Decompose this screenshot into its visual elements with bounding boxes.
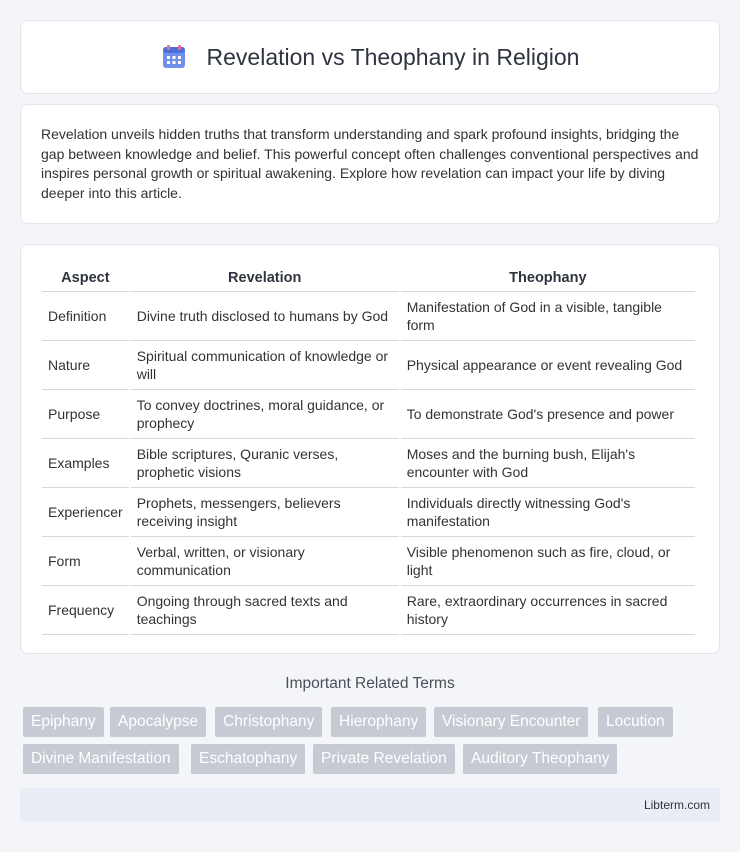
intro-text: Revelation unveils hidden truths that transform understanding and spark profound insights, bridging the gap between knowledge and belief. This powerful concept often challenges conventional perspectives and inspires personal growth or spiritual awakening. Explore how revelation can impact your life by diving deeper into this article. <box>41 126 699 201</box>
theophany-cell: Manifestation of God in a visible, tangible form <box>401 292 695 341</box>
table-row <box>42 586 695 635</box>
tag-visionary-encounter[interactable]: Visionary Encounter <box>434 707 588 737</box>
comparison-table <box>40 265 697 635</box>
theophany-cell: Individuals directly witnessing God's manifestation <box>401 488 695 537</box>
calendar-grid-icon <box>161 44 187 70</box>
aspect-cell: Nature <box>42 341 129 390</box>
revelation-cell: Verbal, written, or visionary communication <box>131 537 399 586</box>
header-theophany: Theophany <box>401 265 695 292</box>
comparison-table-card <box>20 244 720 654</box>
header-aspect: Aspect <box>42 265 129 292</box>
tag-divine-manifestation[interactable]: Divine Manifestation <box>23 744 179 774</box>
theophany-cell: Moses and the burning bush, Elijah's encounter with God <box>401 439 695 488</box>
revelation-cell: Spiritual communication of knowledge or will <box>131 341 399 390</box>
theophany-cell: Visible phenomenon such as fire, cloud, or light <box>401 537 695 586</box>
tag-auditory-theophany[interactable]: Auditory Theophany <box>463 744 617 774</box>
related-terms-title: Important Related Terms <box>285 675 455 692</box>
revelation-cell: To convey doctrines, moral guidance, or prophecy <box>131 390 399 439</box>
aspect-cell: Frequency <box>42 586 129 635</box>
aspect-cell: Purpose <box>42 390 129 439</box>
table-row <box>42 488 695 537</box>
theophany-cell: Physical appearance or event revealing God <box>401 341 695 390</box>
table-row <box>42 292 695 341</box>
table-row <box>42 537 695 586</box>
tag-hierophany[interactable]: Hierophany <box>331 707 426 737</box>
revelation-cell: Prophets, messengers, believers receiving insight <box>131 488 399 537</box>
table-row <box>42 341 695 390</box>
table-header-row <box>42 265 695 292</box>
tag-eschatophany[interactable]: Eschatophany <box>191 744 305 774</box>
tag-epiphany[interactable]: Epiphany <box>23 707 104 737</box>
tag-apocalypse[interactable]: Apocalypse <box>110 707 206 737</box>
header-revelation: Revelation <box>131 265 399 292</box>
theophany-cell: To demonstrate God's presence and power <box>401 390 695 439</box>
revelation-cell: Bible scriptures, Quranic verses, prophetic visions <box>131 439 399 488</box>
tag-christophany[interactable]: Christophany <box>215 707 322 737</box>
table-row <box>42 439 695 488</box>
footer-site-name[interactable]: Libterm.com <box>643 798 710 812</box>
table-row <box>42 390 695 439</box>
aspect-cell: Form <box>42 537 129 586</box>
revelation-cell: Divine truth disclosed to humans by God <box>131 292 399 341</box>
intro-card <box>20 104 720 224</box>
page-title: Revelation vs Theophany in Religion <box>206 43 580 70</box>
tag-locution[interactable]: Locution <box>598 707 673 737</box>
revelation-cell: Ongoing through sacred texts and teachings <box>131 586 399 635</box>
header-card <box>20 20 720 94</box>
aspect-cell: Definition <box>42 292 129 341</box>
aspect-cell: Experiencer <box>42 488 129 537</box>
aspect-cell: Examples <box>42 439 129 488</box>
footer <box>20 788 720 822</box>
theophany-cell: Rare, extraordinary occurrences in sacred history <box>401 586 695 635</box>
tag-private-revelation[interactable]: Private Revelation <box>313 744 455 774</box>
